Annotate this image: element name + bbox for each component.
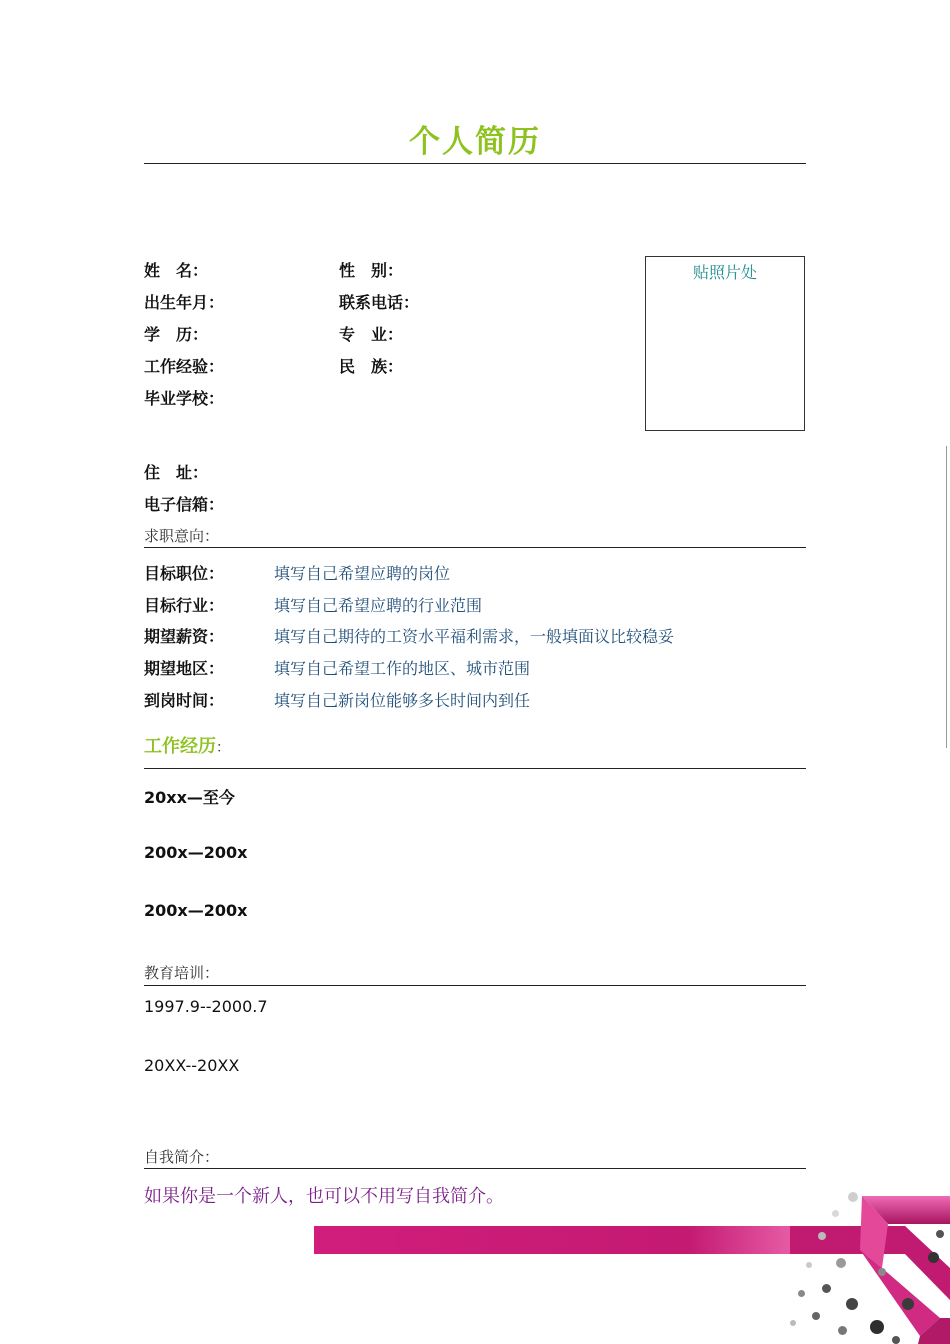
- self-intro-divider: [144, 1168, 806, 1169]
- degree-label: 学 历：: [144, 325, 209, 344]
- intention-value: 填写自己希望应聘的岗位: [274, 564, 451, 583]
- ethnicity-label: 民 族：: [339, 357, 404, 376]
- intention-label: 目标职位：: [144, 564, 225, 583]
- work-heading-colon: ：: [216, 740, 230, 756]
- email-label: 电子信箱：: [144, 495, 225, 514]
- intention-divider: [144, 547, 806, 548]
- experience-label: 工作经验：: [144, 357, 225, 376]
- work-period: 20xx—至今: [144, 788, 235, 807]
- major-label: 专 业：: [339, 325, 404, 344]
- intention-label: 期望地区：: [144, 659, 225, 678]
- intention-label: 目标行业：: [144, 596, 225, 615]
- intention-value: 填写自己希望应聘的行业范围: [274, 596, 483, 615]
- work-heading: [144, 732, 230, 758]
- photo-placeholder: [645, 256, 805, 431]
- self-intro-heading: 自我简介：: [144, 1148, 220, 1166]
- gender-label: 性 别：: [339, 261, 404, 280]
- photo-placeholder-label: 贴照片处: [692, 263, 757, 282]
- intention-heading: 求职意向：: [144, 527, 220, 545]
- work-divider: [144, 768, 806, 769]
- address-label: 住 址：: [144, 463, 209, 482]
- work-period: 200x—200x: [144, 843, 248, 862]
- page-title: 个人简历: [409, 124, 541, 160]
- intention-label: 到岗时间：: [144, 691, 225, 710]
- education-period: 20XX--20XX: [144, 1056, 240, 1075]
- school-label: 毕业学校：: [144, 389, 225, 408]
- education-heading: 教育培训：: [144, 964, 220, 982]
- intention-value: 填写自己新岗位能够多长时间内到任: [274, 691, 531, 710]
- intention-label: 期望薪资：: [144, 627, 225, 646]
- phone-label: 联系电话：: [339, 293, 420, 312]
- intention-value: 填写自己希望工作的地区、城市范围: [274, 659, 531, 678]
- education-period: 1997.9--2000.7: [144, 997, 268, 1016]
- name-label: 姓 名：: [144, 261, 209, 280]
- self-intro-text: 如果你是一个新人，也可以不用写自我简介。: [144, 1186, 504, 1207]
- education-divider: [144, 985, 806, 986]
- title-divider: [144, 163, 806, 164]
- work-heading-text: 工作经历: [144, 736, 216, 757]
- birth-label: 出生年月：: [144, 293, 225, 312]
- page-edge-mark: [946, 446, 947, 748]
- work-period: 200x—200x: [144, 901, 248, 920]
- intention-value: 填写自己期待的工资水平福利需求，一般填面议比较稳妥: [274, 627, 675, 646]
